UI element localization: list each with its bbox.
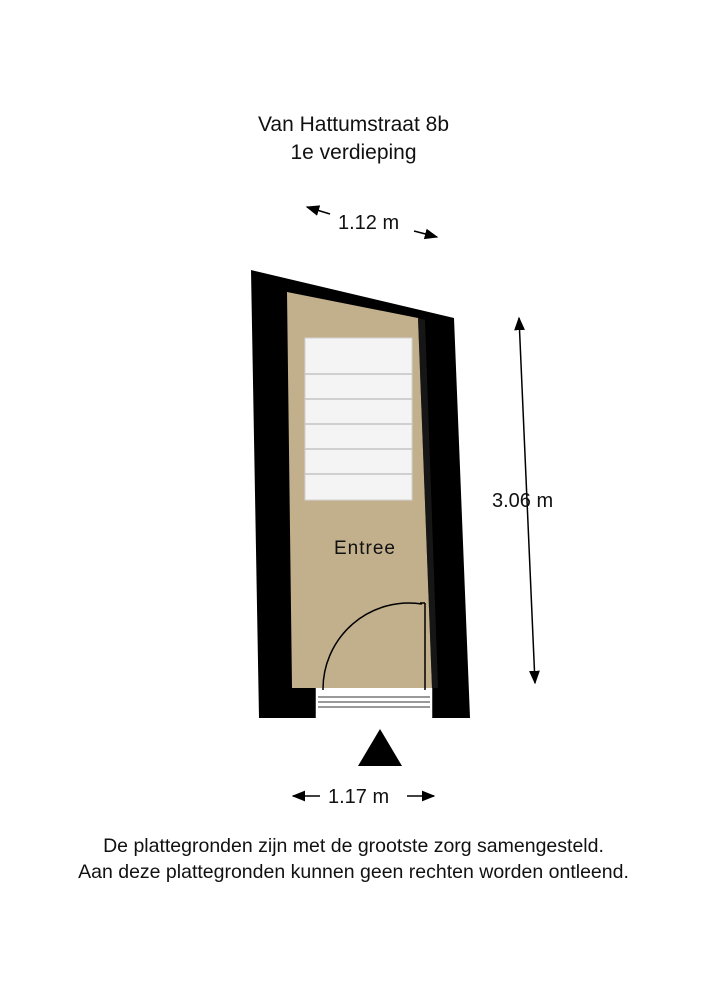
stairs bbox=[305, 338, 412, 500]
entrance-triangle-icon bbox=[358, 729, 402, 766]
top-width-arrow-left bbox=[307, 207, 330, 214]
floor-subtitle: 1e verdieping bbox=[290, 141, 417, 164]
room-label-entree: Entree bbox=[334, 538, 396, 559]
dimension-bottom-width: 1.17 m bbox=[328, 786, 390, 808]
dimension-height: 3.06 m bbox=[492, 490, 554, 512]
disclaimer-line-1: De plattegronden zijn met de grootste zorg samengesteld. bbox=[103, 835, 604, 857]
address-title: Van Hattumstraat 8b bbox=[257, 113, 450, 136]
door-opening bbox=[315, 688, 433, 720]
disclaimer-line-2: Aan deze plattegronden kunnen geen rechten worden ontleend. bbox=[78, 861, 629, 883]
top-width-arrow-right bbox=[414, 231, 437, 237]
dimension-top-width: 1.12 m bbox=[338, 212, 400, 234]
